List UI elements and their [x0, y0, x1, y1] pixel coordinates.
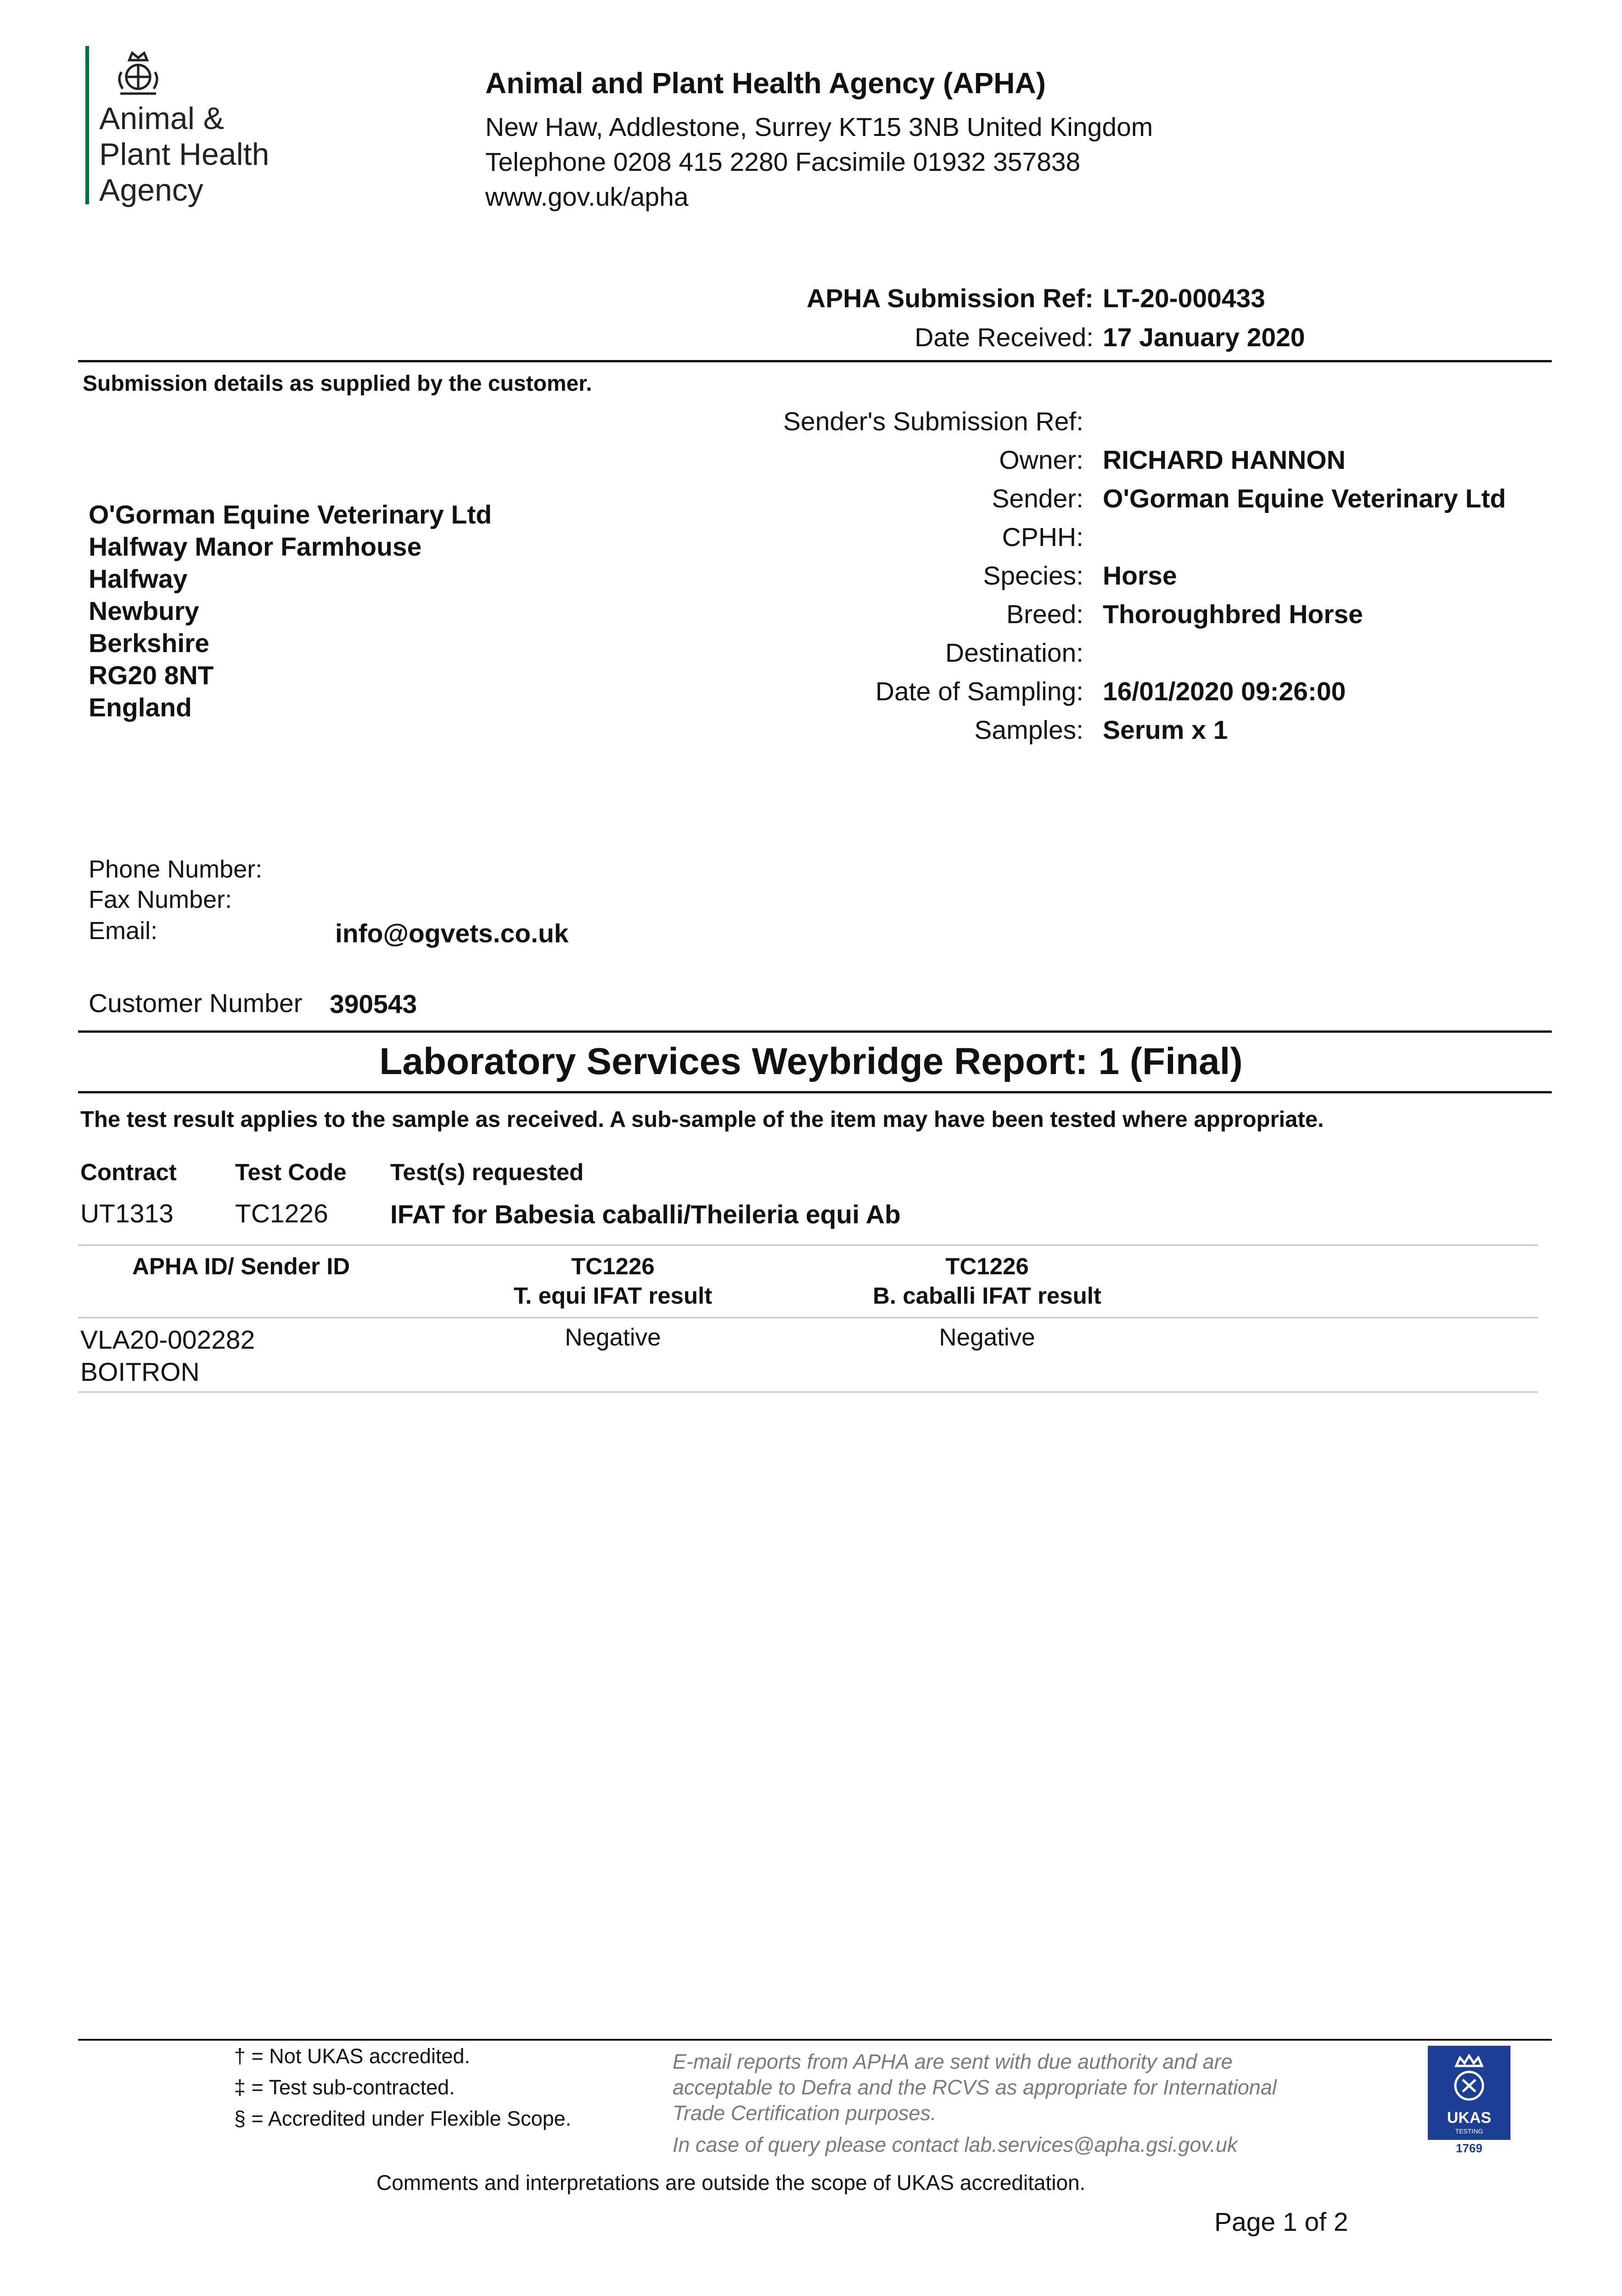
samples-value: Serum x 1 [1103, 715, 1228, 745]
b-caballi-result: Negative [939, 1324, 1035, 1351]
apha-id-header: APHA ID/ Sender ID [132, 1253, 350, 1279]
email-note-line-3: Trade Certification purposes. [673, 2101, 937, 2125]
sampling-date-label: Date of Sampling: [875, 677, 1083, 706]
table-divider [78, 1391, 1538, 1393]
table-divider [78, 1244, 1538, 1246]
footnote-flexible-scope: § = Accredited under Flexible Scope. [234, 2107, 572, 2130]
breed-value: Thoroughbred Horse [1103, 600, 1363, 629]
test-requested-value: IFAT for Babesia caballi/Theileria equi Ab [390, 1200, 901, 1229]
email-note-line-2: acceptable to Defra and the RCVS as appropriate for International [673, 2076, 1277, 2099]
footnote-subcontracted: ‡ = Test sub-contracted. [234, 2076, 455, 2099]
species-label: Species: [983, 561, 1083, 591]
ukas-text: UKAS [1447, 2109, 1492, 2127]
date-received-label: Date Received: [915, 323, 1094, 352]
owner-label: Owner: [999, 445, 1083, 475]
b-caballi-name-header: B. caballi IFAT result [873, 1283, 1101, 1309]
test-code-value: TC1226 [235, 1199, 328, 1228]
t-equi-result: Negative [565, 1324, 661, 1351]
tests-requested-header: Test(s) requested [390, 1159, 584, 1185]
ukas-crown-icon [1446, 2051, 1492, 2106]
address-line: Halfway [89, 564, 188, 594]
contract-header: Contract [80, 1159, 177, 1185]
cphh-label: CPHH: [1002, 523, 1083, 552]
email-label: Email: [89, 917, 158, 945]
sender-id-value: BOITRON [80, 1357, 200, 1387]
report-bottom-divider [78, 1091, 1552, 1093]
species-value: Horse [1103, 561, 1177, 591]
page-number: Page 1 of 2 [1214, 2207, 1348, 2237]
samples-label: Samples: [974, 715, 1083, 745]
logo-line-3: Agency [99, 173, 203, 208]
breed-label: Breed: [1006, 600, 1083, 629]
report-top-divider [78, 1030, 1552, 1033]
contract-value: UT1313 [80, 1199, 174, 1228]
email-note-line-1: E-mail reports from APHA are sent with due authority and are [673, 2050, 1233, 2073]
ukas-subtext: TESTING [1455, 2127, 1483, 2135]
t-equi-code-header: TC1226 [571, 1253, 655, 1279]
table-divider [78, 1317, 1538, 1318]
customer-number-value: 390543 [330, 990, 417, 1019]
agency-telephone: Telephone 0208 415 2280 Facsimile 01932 357838 [485, 147, 1081, 177]
date-received-value: 17 January 2020 [1103, 323, 1305, 352]
test-code-header: Test Code [235, 1159, 347, 1185]
destination-label: Destination: [945, 638, 1083, 668]
query-note: In case of query please contact lab.services@apha.gsi.gov.uk [673, 2133, 1238, 2156]
submission-note: Submission details as supplied by the customer. [83, 371, 592, 396]
agency-website: www.gov.uk/apha [485, 182, 689, 212]
owner-value: RICHARD HANNON [1103, 445, 1346, 475]
sender-value: O'Gorman Equine Veterinary Ltd [1103, 484, 1506, 513]
submission-ref-label: APHA Submission Ref: [807, 284, 1094, 313]
report-note: The test result applies to the sample as received. A sub-sample of the item may have been tested where appropriate. [80, 1107, 1324, 1132]
ukas-number: 1769 [1456, 2141, 1482, 2155]
t-equi-name-header: T. equi IFAT result [513, 1283, 713, 1309]
ukas-comment: Comments and interpretations are outside the scope of UKAS accreditation. [376, 2171, 1086, 2195]
report-title: Laboratory Services Weybridge Report: 1 (Final) [379, 1041, 1243, 1082]
address-line: O'Gorman Equine Veterinary Ltd [89, 500, 492, 529]
b-caballi-code-header: TC1226 [945, 1253, 1029, 1279]
address-line: Newbury [89, 597, 199, 626]
fax-label: Fax Number: [89, 886, 232, 913]
logo-line-2: Plant Health [99, 137, 269, 172]
customer-number-label: Customer Number [89, 989, 303, 1018]
footer-divider [78, 2039, 1552, 2041]
logo-accent-bar [85, 46, 89, 204]
address-line: Berkshire [89, 629, 209, 658]
footnote-not-accredited: † = Not UKAS accredited. [234, 2044, 471, 2068]
email-value[interactable]: info@ogvets.co.uk [335, 919, 569, 948]
submission-ref-value: LT-20-000433 [1103, 284, 1265, 313]
header-divider [78, 360, 1552, 362]
address-line: Halfway Manor Farmhouse [89, 532, 422, 562]
address-line: England [89, 693, 192, 722]
sender-label: Sender: [992, 484, 1083, 513]
sampling-date-value: 16/01/2020 09:26:00 [1103, 677, 1346, 706]
agency-name: Animal and Plant Health Agency (APHA) [485, 67, 1046, 100]
sender-ref-label: Sender's Submission Ref: [783, 407, 1083, 436]
royal-crest-icon [108, 42, 168, 102]
phone-label: Phone Number: [89, 855, 263, 883]
ukas-logo [1428, 2046, 1510, 2156]
address-line: RG20 8NT [89, 661, 214, 690]
agency-address: New Haw, Addlestone, Surrey KT15 3NB United Kingdom [485, 113, 1153, 142]
apha-id-value: VLA20-002282 [80, 1325, 255, 1355]
logo-line-1: Animal & [99, 101, 224, 136]
